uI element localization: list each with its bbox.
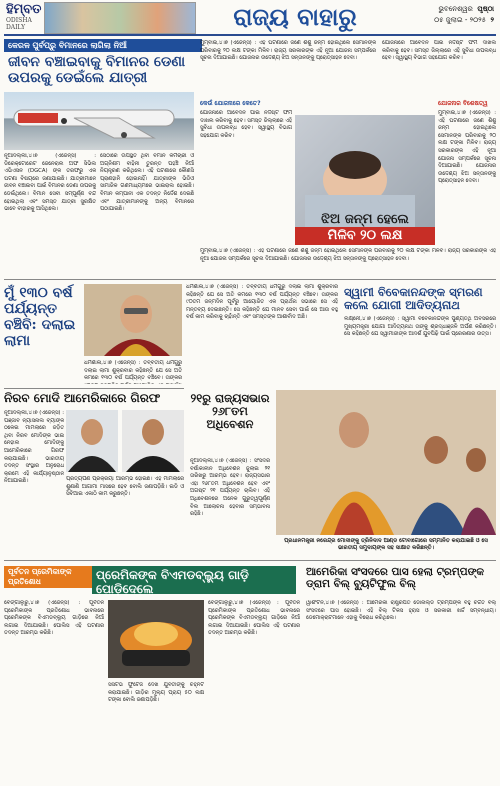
logo-text: ହିମ୍ବତ [6,2,42,17]
dateline-date: ୦୫ ଜୁଲାଇ - ୨୦୨୫ [434,16,487,24]
divider-3 [4,560,496,561]
girl-body-col1: ବେଙ୍ଗାଲୁରୁ,୪।୭ (ଏଜେନ୍ସି) : ପୂର୍ବତନ ପ୍ରେମିକାଙ୍କ ପ୍ରତିଶୋଧ ଭାବନାରେ ପ୍ରେମିକଙ୍କ ବିଏମଡବ୍ଲ୍ୟୁ ଗାଡ଼ିରେ ନିଆଁ ଲଗାଇ ଦିଆଯାଇଛି। ପୋଲିସ ଏହି ଘଟଣାର ତଦନ୍ତ ଆରମ୍ଭ କରିଛି। [4,600,104,637]
pm-photo[interactable] [276,390,496,535]
baby-sub-body: ଯୋଜନାରେ ଆବେଦନ ପାଇଁ ନିର୍ଦ୍ଦିଷ୍ଟ ଫର୍ମ ଦାଖଲ କରିବାକୁ ହେବ। ସମସ୍ତ ଜିଲ୍ଲାରେ ଏହି ସୁବିଧା ଉପଲବ୍ଧ ହେବ। ସ୍ୱାସ୍ଥ୍ୟ ବିଭାଗ ସହଯୋଗ କରିବ। [200,110,292,139]
girl-kicker-line2: ପ୍ରତିଶୋଧ [8,577,41,586]
session-body: ନୂଆଦିଲ୍ଲୀ,୪।୭ (ଏଜେନ୍ସି) : ସଂସଦର ବର୍ଷାକାଳୀନ ଅଧିବେଶନ ଜୁଲାଇ ୨୧ ତାରିଖରୁ ଆରମ୍ଭ ହେବ। ରାଜ୍ୟସଭାର ଏହା ୨୬୮ତମ ଅଧିବେଶନ ହେବ ଏବଂ ଅଗଷ୍ଟ ୨୧ ପର୍ଯ୍ୟନ୍ତ ଚାଲିବ। ଏହି ଅଧିବେଶନରେ ଅନେକ ଗୁରୁତ୍ୱପୂର୍ଣ୍ଣ ବିଲ ଆଲୋଚନା ହେବାର ସମ୍ଭାବନା ରହିଛି। [190,458,270,518]
modi-photo-2[interactable] [122,410,184,472]
baby-subhead-1: କେଉଁ ଯୋଜନାରେ କେତେ? [200,100,261,107]
plane-body-col2: ସେଠାରେ ଉପସ୍ଥିତ ଥିବା ବିମାନ କର୍ମଚାରୀ ଓ ଅଗ୍ନିଶମ ବାହିନୀ ତୁରନ୍ତ ପହଞ୍ଚି ନିଆଁ ନିୟନ୍ତ୍ରଣ କରିଥିଲେ। ଏହି ଘଟଣାରେ କୌଣସି ପ୍ରାଣହାନି ହୋଇନାହିଁ। ଯାତ୍ରୀଙ୍କ ଭିଡିଓ ସାମାଜିକ ଗଣମାଧ୍ୟମରେ ଭାଇରାଲ ହୋଇଛି। ବିମାନ କମ୍ପାନୀ ଏକ ତଦନ୍ତ ନିର୍ଦ୍ଦେଶ ଦେଇଛି ଏବଂ ଯାତ୍ରୀମାନଙ୍କୁ ଅନ୍ୟ ବିମାନରେ ପଠାଯାଇଛି। [100,153,194,213]
dalai-body-cont: ଧର୍ମଶାଳା,୪।୭ (ଏଜେନ୍ସି) : ତିବ୍ବତୀୟ ଧର୍ମଗୁରୁ ଦଲାଇ ଲାମା ଶୁକ୍ରବାର କହିଛନ୍ତି ଯେ ସେ ଅତି କମରେ ୧୩୦ ବର୍ଷ ପର୍ଯ୍ୟନ୍ତ ବଞ୍ଚିବେ। ତାଙ୍କର [84,360,182,382]
girl-kicker-line1: ପୂର୍ବତନ ପ୍ରେମିକାଙ୍କ [8,567,72,576]
plane-body-col1: ନୂଆଦିଲ୍ଲୀ,୪।୭ (ଏଜେନ୍ସି) : ଡିରେକ୍ଟୋରେଟ ଜେନେରାଲ ଅଫ ସିଭିଲ ଏଭିଏସନ (DGCA) ଙ୍କ ତରଫରୁ ଏକ ଘଟଣା ବିଷୟରେ ଜଣାଯାଇଛି। ଯାତ୍ରୀମାନେ ଜୀବନ ବଞ୍ଚାଇବା ପାଇଁ ବିମାନର ଡେଣା ଉପରକୁ ଡେଇଁଥିଲେ। ବିମାନ ସେବା ସମ୍ପୂର୍ଣ୍ଣ ବନ୍ଦ ହୋଇଥିଲା ଏବଂ ସମସ୍ତ ଯାତ୍ରୀ ସୁରକ୍ଷିତ ଭାବେ ବାହାରକୁ ଆସିଥିଲେ। [4,153,96,213]
divider-1 [4,279,496,280]
burning-car-image [108,600,204,678]
section-title: ରାଜ୍ୟ ବାହାରୁ [233,2,357,31]
dalai-body: ଧର୍ମଶାଳା,୪।୭ (ଏଜେନ୍ସି) : ତିବ୍ବତୀୟ ଧର୍ମଗୁରୁ ଦଲାଇ ଲାମା ଶୁକ୍ରବାର କହିଛନ୍ତି ଯେ ସେ ଅତି କମରେ ୧୩୦ ବର୍ଷ ପର୍ଯ୍ୟନ୍ତ ବଞ୍ଚିବେ। ତାଙ୍କର ୯୦ତମ ଜନ୍ମଦିନ ପୂର୍ବରୁ ଆୟୋଜିତ ଏକ ପ୍ରାର୍ଥନା ସଭାରେ ସେ ଏହି ମନ୍ତବ୍ୟ ଦେଇଛନ୍ତି। ସେ କହିଛନ୍ତି ଯେ ମାନବ ସେବା ପାଇଁ ସେ ଆଉ ବହୁ ବର୍ଷ କାମ କରିବାକୁ ଚାହାଁନ୍ତି ଏବଂ ସମସ୍ତଙ୍କ ଆଶୀର୍ବାଦ ଅଛି। [186,284,338,321]
girl-body-col3: ବେଙ୍ଗାଲୁରୁ,୪।୭ (ଏଜେନ୍ସି) : ପୂର୍ବତନ ପ୍ରେମିକାଙ୍କ ପ୍ରତିଶୋଧ ଭାବନାରେ ପ୍ରେମିକଙ୍କ ବିଏମଡବ୍ଲ୍ୟୁ ଗାଡ଼ିରେ ନିଆଁ ଲଗାଇ ଦିଆଯାଇଛି। ପୋଲିସ ଏହି ଘଟଣାର ତଦନ୍ତ ଆରମ୍ଭ କରିଛି। [208,600,300,637]
us-body: ୱାଶିଂଟନ,୪।୭ (ଏଜେନ୍ସି) : ଆମେରିକା ରାଷ୍ଟ୍ରପତି ଡୋନାଲ୍ଡ ଟ୍ରମ୍ପଙ୍କ ବହୁ ଚର୍ଚ୍ଚିତ ବିଲ୍ ସଂସଦରେ ପାସ ହୋଇଛି। ଏହି ବିଲ୍ ଟିକସ ହ୍ରାସ ଓ ସରକାରୀ ଖର୍ଚ୍ଚ ସମ୍ବନ୍ଧୀୟ। ଡେମୋକ୍ରାଟମାନେ ଏହାକୁ ବିରୋଧ କରିଥିଲେ। [306,600,496,622]
modi-body-col1: ନୂଆଦିଲ୍ଲୀ,୪।୭ (ଏଜେନ୍ସି) : ପଞ୍ଜାବ ନ୍ୟାସନାଲ ବ୍ୟାଙ୍କ ଠକେଇ ମାମଲାରେ ଜଡ଼ିତ ଥିବା ନିରବ ମୋଦିଙ୍କ ଭାଇ ନେହାଲ ମୋଦିଙ୍କୁ ଆମେରିକାରେ ଗିରଫ କରାଯାଇଛି। ଭାରତୀୟ ତଦନ୍ତ ସଂସ୍ଥାର ଅନୁରୋଧ କ୍ରମେ ଏହି କାର୍ଯ୍ୟାନୁଷ୍ଠାନ ନିଆଯାଇଛି। [4,410,64,485]
newspaper-logo[interactable] [6,3,40,31]
nirav-modi-image [66,410,118,472]
plane-headline[interactable]: ଜୀବନ ବଞ୍ଚାଇବାକୁ ବିମାନର ଡେଣା ଉପରକୁ ଡେଇଁଲେ ଯାତ୍ରୀ [8,54,186,87]
masthead [0,0,500,34]
dateline-city: ଭୁବନେଶ୍ୱର [438,5,473,13]
session-headline[interactable]: ୨୧ରୁ ରାଜ୍ୟସଭାର ୨୬୮ତମ ଅଧିବେଶନ [190,391,270,432]
pm-event-image [276,390,496,535]
airplane-image [4,92,194,150]
girl-body-col2: ସିସିଟିଭି ଫୁଟେଜ ଦେଖି ଯୁବତୀଙ୍କୁ ଚିହ୍ନଟ କରାଯାଇଛି। ଗାଡ଼ିର ମୂଲ୍ୟ ପ୍ରାୟ ୫୦ ଲକ୍ଷ ଟଙ୍କା ବୋଲି ଜଣାପଡ଼ିଛି। [108,682,204,704]
baby-subsection [200,98,292,248]
us-headline[interactable]: ଆମେରିକା ସଂସଦରେ ପାସ ହେଲା ଟ୍ରମ୍ପଙ୍କ ଡ୍ରାମ ବିଲ୍ ବ୍ୟୁଟିଫୁଲ ବିଲ୍ [306,566,485,591]
header-rule [4,34,496,36]
girl-headline[interactable]: ପ୍ରେମିକଙ୍କ ବିଏମଡବ୍ଲ୍ୟୁ ଗାଡ଼ି ପୋଡ଼ିଦେଲେ [92,566,296,594]
divider-2 [4,388,184,389]
modi-body-col2: ପ୍ରତ୍ୟର୍ପଣ ପ୍ରକ୍ରିୟା ଆରମ୍ଭ ହୋଇଛି। ଏହି ମାମଲାରେ ଶୁଣାଣି ଆଗାମୀ ମାସରେ ହେବ ବୋଲି ଜଣାପଡ଼ିଛି। ଇଡି ଓ ସିବିଆଇ ଏକାଠି କାମ କରୁଛନ୍ତି। [66,476,184,498]
header-photo-strip [44,2,196,34]
baby-banner-line2: ମିଳିବ ୨୦ ଲକ୍ଷ [295,227,435,245]
girl-kicker [4,566,92,588]
plane-photo[interactable] [4,92,194,150]
nehal-modi-image [122,410,184,472]
plane-kicker: କେରଳ ପୁର୍ବପ୍ରୁ ବିମାନରେ ଲାଗିଲା ନିଆଁ [4,39,202,52]
baby-side-column [438,98,496,248]
dalai-headline[interactable]: ମୁଁ ୧୩୦ ବର୍ଷ ପର୍ଯ୍ୟନ୍ତ ବଞ୍ଚିବି: ଦଲାଇ ଲାମା [4,285,76,350]
baby-photo[interactable] [295,115,435,245]
dalai-photo[interactable] [84,284,182,356]
logo-tagline: ODISHA DAILY [6,17,32,31]
baby-body-top: ମୁମ୍ବାଇ,୪।୭ (ଏଜେନ୍ସି) : ଏହି ଘଟଣାରେ ଜଣେ ଶିଶୁ ଜନ୍ମ ହୋଇଥିଲେ ସେମାନଙ୍କ ପରିବାରକୁ ୨୦ ଲକ୍ଷ ଟଙ୍କା ମିଳିବ। ରାଜ୍ୟ ସରକାରଙ୍କ ଏହି ନୂଆ ଯୋଜନା ସମ୍ପର୍କରେ ସୂଚନା ଦିଆଯାଇଛି। ଯୋଜନାର ଉଦ୍ଦେଶ୍ୟ ଝିଅ ସନ୍ତାନଙ୍କୁ ପ୍ରୋତ୍ସାହନ ଦେବା। [200,40,376,62]
baby-body-right: ଯୋଜନାରେ ଆବେଦନ ପାଇଁ ନିର୍ଦ୍ଦିଷ୍ଟ ଫର୍ମ ଦାଖଲ କରିବାକୁ ହେବ। ସମସ୍ତ ଜିଲ୍ଲାରେ ଏହି ସୁବିଧା ଉପଲବ୍ଧ ହେବ। ସ୍ୱାସ୍ଥ୍ୟ ବିଭାଗ ସହଯୋଗ କରିବ। [382,40,496,62]
yogi-body: ଲକ୍ଷ୍ନୌ,୪।୭ (ଏଜେନ୍ସି) : ସ୍ୱାମୀ ବିବେକାନନ୍ଦଙ୍କ ପୁଣ୍ୟତିଥି ଅବସରରେ ମୁଖ୍ୟମନ୍ତ୍ରୀ ଯୋଗୀ ଆଦିତ୍ୟନାଥ ତାଙ୍କୁ ଶ୍ରଦ୍ଧାଞ୍ଜଳି ଅର୍ପଣ କରିଛନ୍ତି। ସେ କହିଛନ୍ତି ଯେ ସ୍ୱାମୀଜୀଙ୍କ ଆଦର୍ଶ ଯୁବପିଢ଼ି ପାଇଁ ପ୍ରେରଣାର ଉତ୍ସ। [344,316,496,338]
dateline [394,4,494,26]
modi-photo-1[interactable] [66,410,118,472]
baby-subhead-2: ଯୋଜନାର ବିଶେଷତ୍ୱ [438,100,488,107]
page-number: ୨ [490,16,494,24]
modi-headline[interactable]: ନିରବ ମୋଦି ଆମେରିକାରେ ଗିରଫ [4,391,161,405]
baby-banner-line1: ଝିଅ ଜନ୍ମ ହେଲେ [321,212,409,227]
pm-photo-caption: ପ୍ରଧାନମନ୍ତ୍ରୀ ନରେନ୍ଦ୍ର ମୋଦୀଙ୍କୁ ତ୍ରିନିଦାଦ ଆଣ୍ଡ ଟୋବାଗୋରେ ସମ୍ମାନିତ କରାଯାଇଛି ଓ ସେ ଭାରତୀୟ ସମୁଦାୟଙ୍କ ସହ ସାକ୍ଷାତ କରିଛନ୍ତି। [284,538,488,551]
baby-body-bottom: ମୁମ୍ବାଇ,୪।୭ (ଏଜେନ୍ସି) : ଏହି ଘଟଣାରେ ଜଣେ ଶିଶୁ ଜନ୍ମ ହୋଇଥିଲେ ସେମାନଙ୍କ ପରିବାରକୁ ୨୦ ଲକ୍ଷ ଟଙ୍କା ମିଳିବ। ରାଜ୍ୟ ସରକାରଙ୍କ ଏହି ନୂଆ ଯୋଜନା ସମ୍ପର୍କରେ ସୂଚନା ଦିଆଯାଇଛି। ଯୋଜନାର ଉଦ୍ଦେଶ୍ୟ ଝିଅ ସନ୍ତାନଙ୍କୁ ପ୍ରୋତ୍ସାହନ ଦେବା। [200,248,496,262]
yogi-headline[interactable]: ସ୍ୱାମୀ ବିବେକାନନ୍ଦଙ୍କ ସ୍ମରଣ କଲେ ଯୋଗୀ ଆଦିତ୍ୟନାଥ [344,285,483,313]
page-label: ପୃଷ୍ଠା [477,5,494,13]
girl-photo[interactable] [108,600,204,678]
dalai-lama-image [84,284,182,356]
baby-side-body: ମୁମ୍ବାଇ,୪।୭ (ଏଜେନ୍ସି) : ଏହି ଘଟଣାରେ ଜଣେ ଶିଶୁ ଜନ୍ମ ହୋଇଥିଲେ ସେମାନଙ୍କ ପରିବାରକୁ ୨୦ ଲକ୍ଷ ଟଙ୍କା ମିଳିବ। ରାଜ୍ୟ ସରକାରଙ୍କ ଏହି ନୂଆ ଯୋଜନା ସମ୍ପର୍କରେ ସୂଚନା ଦିଆଯାଇଛି। ଯୋଜନାର ଉଦ୍ଦେଶ୍ୟ ଝିଅ ସନ୍ତାନଙ୍କୁ ପ୍ରୋତ୍ସାହନ ଦେବା। [438,110,496,185]
